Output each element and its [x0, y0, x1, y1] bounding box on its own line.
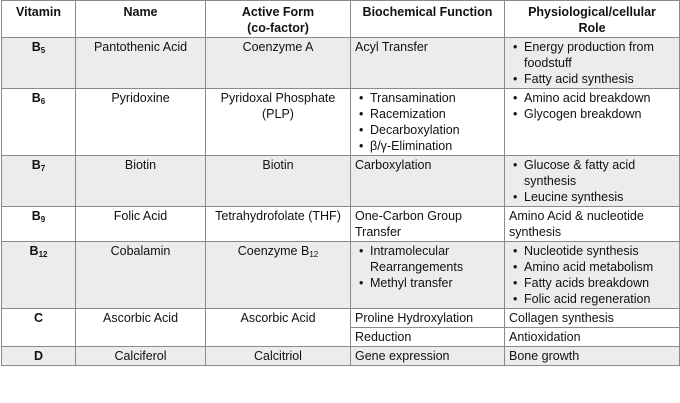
function-text: Proline Hydroxylation	[355, 311, 474, 325]
function-cell	[351, 156, 505, 207]
vitamin-cell: D	[2, 347, 76, 366]
vitamin-subscript: 9	[40, 215, 46, 224]
role-list	[509, 39, 675, 87]
active-form-cell: Calcitriol	[206, 347, 351, 366]
function-item: • Intramolecular Rearrangements	[355, 243, 500, 275]
vitamin-subscript: 12	[38, 250, 48, 259]
vitamin-cell: $B_6$	[2, 89, 76, 156]
table-row	[2, 89, 680, 156]
name-cell: Biotin	[76, 156, 206, 207]
active-form-cell: Coenzyme A	[206, 38, 351, 89]
header-row	[2, 1, 680, 38]
vitamin-table	[1, 0, 680, 366]
name-cell: Ascorbic Acid	[76, 309, 206, 347]
vitamin-subscript: 5	[40, 46, 46, 55]
table-row	[2, 242, 680, 309]
active-form-cell: Pyridoxal Phosphate (PLP)	[206, 89, 351, 156]
function-item: • Methyl transfer	[355, 275, 500, 291]
function-text: Reduction	[351, 327, 504, 345]
role-text: Bone growth	[509, 349, 580, 363]
vitamin-cell: $B_5$	[2, 38, 76, 89]
role-cell	[505, 347, 680, 366]
header-vitamin: Vitamin	[2, 1, 76, 38]
name-cell: Cobalamin	[76, 242, 206, 309]
role-list	[509, 243, 675, 307]
vitamin-cell: C	[2, 309, 76, 347]
role-cell	[505, 242, 680, 309]
function-item: • Decarboxylation	[355, 122, 500, 138]
role-item: • Energy production from foodstuff	[509, 39, 675, 71]
role-list	[509, 90, 675, 122]
vitamin-subscript: 7	[40, 164, 46, 173]
role-cell	[505, 156, 680, 207]
role-cell	[505, 38, 680, 89]
function-text: One-Carbon Group Transfer	[355, 209, 463, 239]
vitamin-cell: $B_7$	[2, 156, 76, 207]
function-item: • β/γ-Elimination	[355, 138, 500, 154]
table-row	[2, 156, 680, 207]
vitamin-cell: $B_{12}$	[2, 242, 76, 309]
table-row	[2, 207, 680, 242]
role-list	[509, 157, 675, 205]
role-text: Antioxidation	[505, 327, 679, 345]
role-item: • Nucleotide synthesis	[509, 243, 675, 259]
header-active-form: Active Form (co-factor)	[206, 1, 351, 38]
function-text: Carboxylation	[355, 158, 432, 172]
vitamin-cell: $B_9$	[2, 207, 76, 242]
name-cell: Pantothenic Acid	[76, 38, 206, 89]
function-cell	[351, 207, 505, 242]
role-item: • Glucose & fatty acid synthesis	[509, 157, 675, 189]
header-biochemical-function: Biochemical Function	[351, 1, 505, 38]
role-cell	[505, 309, 680, 347]
active-form-subscript: 12	[309, 250, 319, 259]
active-form-cell: Ascorbic Acid	[206, 309, 351, 347]
table-row	[2, 38, 680, 89]
role-text: Collagen synthesis	[509, 311, 614, 325]
name-cell: Folic Acid	[76, 207, 206, 242]
active-form-cell: Biotin	[206, 156, 351, 207]
function-cell	[351, 347, 505, 366]
function-cell	[351, 309, 505, 347]
active-form-cell: Coenzyme $B_{12}$	[206, 242, 351, 309]
role-item: • Fatty acids breakdown	[509, 275, 675, 291]
function-list	[355, 243, 500, 291]
table-row	[2, 347, 680, 366]
role-item: • Leucine synthesis	[509, 189, 675, 205]
role-item: • Amino acid breakdown	[509, 90, 675, 106]
function-item: • Transamination	[355, 90, 500, 106]
table-row	[2, 309, 680, 347]
role-item: • Glycogen breakdown	[509, 106, 675, 122]
header-role: Physiological/cellular Role	[505, 1, 680, 38]
role-item: • Amino acid metabolism	[509, 259, 675, 275]
function-item: • Racemization	[355, 106, 500, 122]
function-text: Acyl Transfer	[355, 40, 428, 54]
function-text: Gene expression	[355, 349, 450, 363]
role-cell	[505, 207, 680, 242]
name-cell: Calciferol	[76, 347, 206, 366]
function-cell	[351, 89, 505, 156]
vitamin-subscript: 6	[40, 97, 46, 106]
function-cell	[351, 38, 505, 89]
function-cell	[351, 242, 505, 309]
role-item: • Folic acid regeneration	[509, 291, 675, 307]
header-name: Name	[76, 1, 206, 38]
active-form-cell: Tetrahydrofolate (THF)	[206, 207, 351, 242]
role-item: • Fatty acid synthesis	[509, 71, 675, 87]
role-text: Amino Acid & nucleotide synthesis	[509, 209, 644, 239]
function-list	[355, 90, 500, 154]
role-cell	[505, 89, 680, 156]
name-cell: Pyridoxine	[76, 89, 206, 156]
